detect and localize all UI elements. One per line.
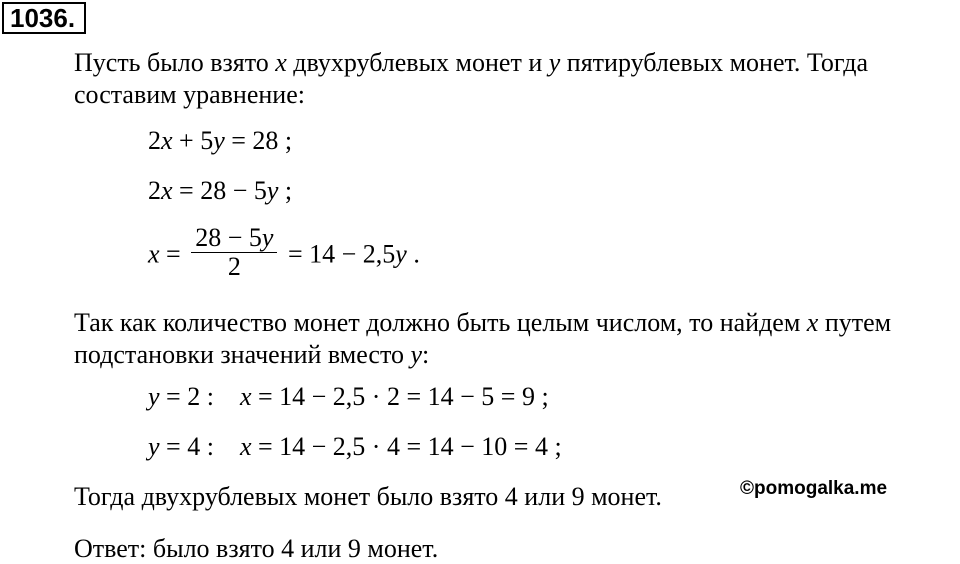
eq-term: = [159,239,181,269]
variable-x: x [161,176,173,205]
variable-y: y [148,432,160,461]
eq-term: 2 [148,176,161,205]
variable-y: y [395,239,407,269]
eq-term: ; [278,176,293,205]
variable-y: y [548,48,561,77]
text-segment: пятирублевых монет. Тогда [560,48,868,77]
variable-x: x [239,432,252,461]
conclusion: Тогда двухрублевых монет было взято 4 или 9 монет. [74,482,662,511]
variable-x: x [148,239,160,269]
substitution-1 [148,382,549,412]
variable-x: x [161,126,173,155]
answer: Ответ: было взято 4 или 9 монет. [74,534,439,563]
equation-2 [148,176,292,206]
fraction-numerator [191,224,277,253]
explanation-line-1 [74,308,891,338]
fraction [191,224,277,281]
variable-x: x [806,308,819,337]
eq-term: . [406,239,420,269]
intro-line-1 [74,48,868,78]
eq-term: = 2 : [159,382,214,411]
text-segment: подстановки значений вместо [74,340,411,369]
eq-term: = 14 − 2,5 [287,239,396,269]
eq-term: = 4 : [159,432,214,461]
watermark: ©pomogalka.me [740,478,888,499]
variable-y: y [410,340,423,369]
fraction-denominator: 2 [227,252,241,281]
variable-x: x [275,48,287,77]
variable-x: x [239,382,252,411]
text-segment: : [422,340,430,369]
text-segment: путем [818,308,892,337]
eq-term: = 28 ; [224,126,293,155]
equation-3 [148,223,420,285]
eq-term: = 28 − 5 [172,176,267,205]
eq-term: + 5 [172,126,214,155]
eq-term: = 14 − 2,5 · 4 = 14 − 10 = 4 ; [251,432,562,461]
text-segment: Пусть было взято [74,48,276,77]
problem-number: 1036. [2,2,86,34]
eq-term: 2 [148,126,161,155]
intro-line-2: составим уравнение: [74,80,305,109]
variable-y: y [266,176,279,205]
explanation-line-2 [74,340,429,370]
variable-y: y [148,382,160,411]
text-segment: Так как количество монет должно быть целым числом, то найдем [74,308,807,337]
variable-y: y [213,126,225,155]
eq-term: = 14 − 2,5 · 2 = 14 − 5 = 9 ; [251,382,549,411]
variable-y: y [261,223,274,252]
text-segment: двухрублевых монет и [286,48,549,77]
eq-term: 28 − 5 [195,223,262,252]
equation-1 [148,126,292,156]
substitution-2 [148,432,562,462]
